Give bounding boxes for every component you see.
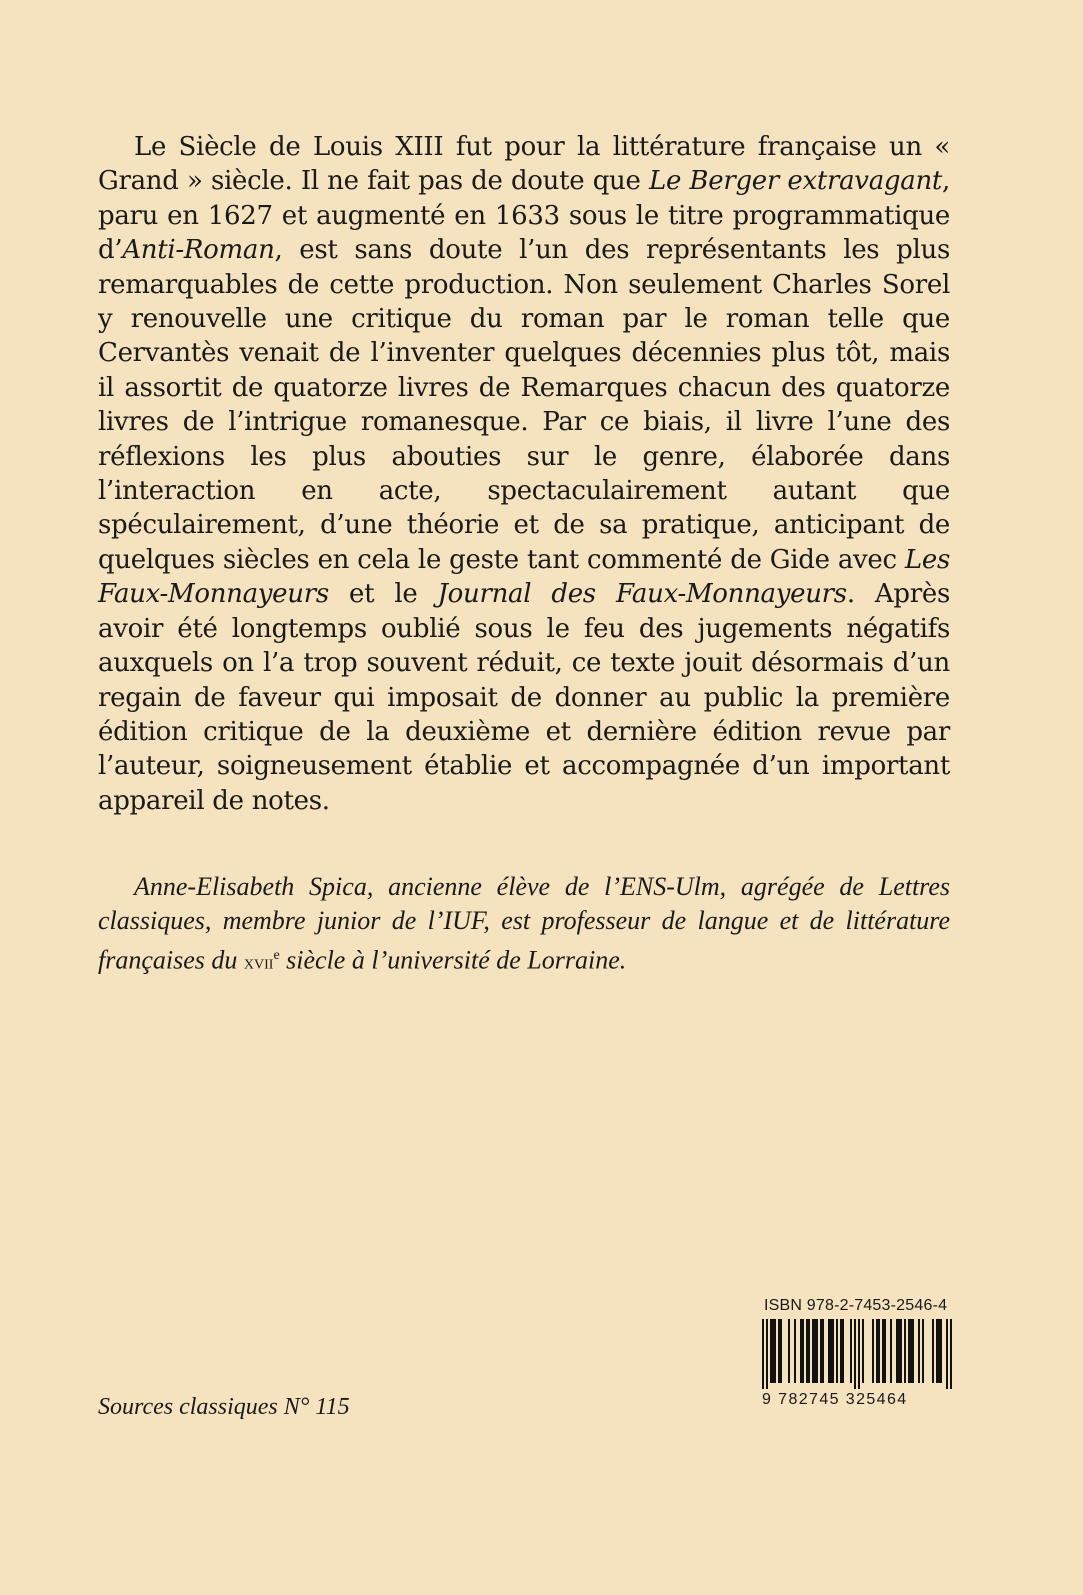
barcode-bar xyxy=(774,1319,776,1383)
barcode-bar xyxy=(950,1319,952,1389)
blurb-text: . Après avoir été longtemps oublié sous le feu des jugements négatifs auxquels on l’a trop souvent réduit, ce texte jouit désormais d’un regain de faveur qui imposait de donner au public la première édition critique de la deuxième et dernière édition revue par l’auteur, soigneusement établie et accompagnée d’un important appareil de notes. xyxy=(98,579,950,816)
century-numeral: xvii xyxy=(243,951,274,974)
barcode-bar xyxy=(830,1319,832,1383)
blurb-text: et le xyxy=(328,579,438,610)
barcode xyxy=(762,1319,952,1389)
century-suffix: e xyxy=(273,947,280,963)
isbn-label: ISBN 978-2-7453-2546-4 xyxy=(764,1297,948,1314)
barcode-digits: 9 782745 325464 xyxy=(762,1391,908,1408)
barcode-bar xyxy=(762,1319,764,1389)
barcode-bar xyxy=(770,1319,772,1383)
blurb-text: Le Siècle de Louis XIII fut pour la littérature française un « Grand » siècle. Il ne fait pas de doute que xyxy=(98,132,950,197)
barcode-bar xyxy=(788,1319,790,1383)
barcode-bar xyxy=(820,1319,822,1383)
barcode-bar xyxy=(822,1319,824,1383)
barcode-bar xyxy=(862,1319,864,1383)
barcode-bar xyxy=(832,1319,834,1383)
barcode-bar xyxy=(878,1319,880,1383)
barcode-bar xyxy=(918,1319,920,1383)
barcode-block xyxy=(762,1297,962,1409)
barcode-bar xyxy=(872,1319,874,1383)
barcode-bar xyxy=(940,1319,942,1383)
barcode-bar xyxy=(858,1319,860,1389)
barcode-bar xyxy=(814,1319,816,1383)
barcode-bar xyxy=(806,1319,808,1383)
barcode-bar xyxy=(766,1319,768,1389)
barcode-bar xyxy=(912,1319,914,1383)
barcode-bar xyxy=(816,1319,818,1383)
barcode-bar xyxy=(840,1319,842,1383)
title-anti-roman: Anti-Roman xyxy=(122,235,275,266)
author-bio xyxy=(98,870,950,980)
title-les-faux-monnayeurs: Les Faux-Monnayeurs xyxy=(98,544,950,610)
barcode-bar xyxy=(896,1319,898,1383)
barcode-bar xyxy=(802,1319,804,1383)
author-bio-text: Anne-Elisabeth Spica, ancienne élève de l’ENS-Ulm, agrégée de Lettres classiques, membre junior de l’IUF, est professeur de langue et de littérature françaises du xyxy=(98,872,950,975)
barcode-bar xyxy=(946,1319,948,1389)
barcode-bar xyxy=(900,1319,902,1383)
barcode-bar xyxy=(908,1319,910,1383)
barcode-bar xyxy=(812,1319,814,1383)
barcode-bar xyxy=(854,1319,856,1389)
author-bio-text: siècle à l’université de Lorraine. xyxy=(279,945,627,975)
barcode-bar xyxy=(800,1319,802,1383)
blurb-text: , est sans doute l’un des représentants les plus remarquables de cette production. Non seulement Charles Sorel y renouvelle une critique du roman par le roman telle que Cervantès venait de l’inventer quelques décennies plus tôt, mais il assortit de quatorze livres de Remarques chacun des quatorze livres de l’intrigue romanesque. Par ce biais, il livre l’une des réflexions les plus abouties sur le genre, élaborée dans l’interaction en acte, spectaculairement autant que spéculairement, d’une théorie et de sa pratique, anticipant de quelques siècles en cela le geste tant commenté de Gide avec xyxy=(98,235,950,575)
barcode-bar xyxy=(904,1319,906,1383)
barcode-bar xyxy=(898,1319,900,1383)
barcode-bar xyxy=(772,1319,774,1383)
barcode-bar xyxy=(882,1319,884,1383)
blurb-paragraph xyxy=(98,130,950,818)
barcode-bar xyxy=(850,1319,852,1383)
barcode-bar xyxy=(808,1319,810,1383)
barcode-bar xyxy=(828,1319,830,1383)
barcode-bar xyxy=(778,1319,780,1383)
barcode-bar xyxy=(910,1319,912,1383)
barcode-bar xyxy=(842,1319,844,1383)
barcode-bar xyxy=(922,1319,924,1383)
barcode-bar xyxy=(794,1319,796,1383)
barcode-bar xyxy=(936,1319,938,1383)
barcode-bar xyxy=(890,1319,892,1383)
series-label: Sources classiques N° 115 xyxy=(98,1394,350,1420)
barcode-bar xyxy=(876,1319,878,1383)
barcode-bar xyxy=(836,1319,838,1383)
barcode-bar xyxy=(884,1319,886,1383)
title-journal-des-faux-monnayeurs: Journal des Faux-Monnayeurs xyxy=(437,579,847,610)
barcode-bar xyxy=(932,1319,934,1383)
title-le-berger-extravagant: Le Berger extravagant xyxy=(648,166,943,197)
barcode-bar xyxy=(780,1319,782,1383)
blurb-text: , paru en 1627 et augmenté en 1633 sous le titre programmatique d’ xyxy=(98,166,951,266)
barcode-bar xyxy=(938,1319,940,1383)
